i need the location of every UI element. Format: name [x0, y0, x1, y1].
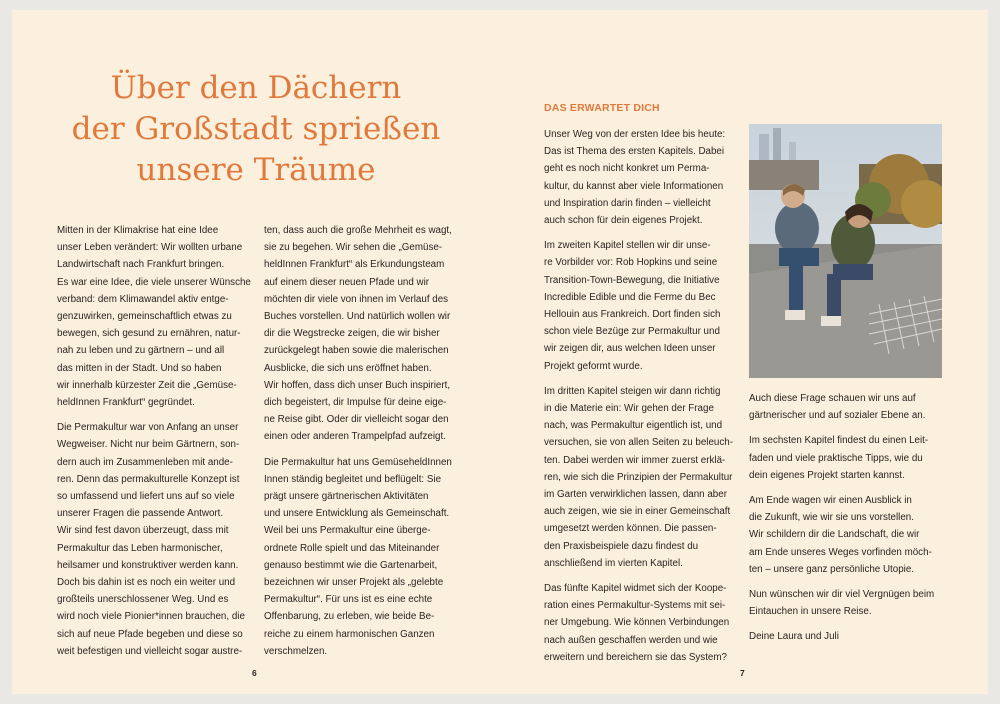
text-line: Incredible Edible und die Ferme du Bec [544, 291, 716, 303]
title-line: der Großstadt sprießen [71, 111, 441, 147]
text-line: ordnete Rolle spielt und das Miteinander [264, 542, 440, 554]
text-line: großteils unerschlossener Weg. Und es [57, 594, 229, 606]
text-line: Eintauchen in unsere Reise. [749, 606, 872, 618]
text-line: nah zu leben und zu gärtnern – und all [57, 345, 225, 357]
text-line: Hellouin aus Frankreich. Dort finden sich [544, 309, 721, 321]
right-column-1 [544, 126, 744, 674]
text-line: Am Ende wagen wir einen Ausblick in [749, 495, 912, 507]
title-line: unsere Träume [136, 152, 376, 188]
text-line: Wir hoffen, dass dich unser Buch inspiriert, [264, 379, 451, 391]
text-line: Transition-Town-Bewegung, die Initiative [544, 274, 720, 286]
paragraph [264, 222, 464, 446]
text-line: Innen ständig begleitet und beflügelt: Sie [264, 473, 442, 485]
text-line: im Garten verwirklichen lassen, dann aber [544, 489, 727, 501]
text-line: so umfassend und liefert uns auf so viele [57, 491, 235, 503]
text-line: Im dritten Kapitel steigen wir dann richtig [544, 385, 721, 397]
paragraph [749, 390, 949, 424]
text-line: reiche zu einem harmonischen Ganzen [264, 628, 435, 640]
text-line: ren, wie sich die Prinzipien der Permakultur [544, 471, 733, 483]
text-line: wir innerhalb kürzester Zeit die „Gemüse- [57, 379, 237, 391]
text-line: erweitern und bereichern sie das System? [544, 651, 727, 663]
paragraph [264, 454, 464, 660]
page-number: 7 [740, 668, 745, 678]
text-line: ren. Denn das permakulturelle Konzept ist [57, 473, 240, 485]
text-line: verschmelzen. [264, 645, 328, 657]
paragraph [544, 126, 744, 229]
text-line: Deine Laura und Juli [749, 631, 839, 643]
rooftop-photo [749, 124, 942, 378]
paragraph [57, 222, 257, 411]
text-line: Wegweiser. Nicht nur beim Gärtnern, son- [57, 439, 240, 451]
text-line: gärtnerischer und auf sozialer Ebene an. [749, 410, 926, 422]
text-line: Die Permakultur war von Anfang an unser [57, 422, 239, 434]
paragraph [57, 419, 257, 660]
text-line: das mitten in der Stadt. Und so haben [57, 362, 222, 374]
text-line: re Vorbilder vor: Rob Hopkins und seine [544, 257, 718, 269]
text-line: dein eigenes Projekt starten kannst. [749, 469, 905, 481]
text-line: dern auch im Zusammenleben mit ande- [57, 456, 233, 468]
text-line: Doch bis dahin ist es noch ein weiter und [57, 577, 236, 589]
text-line: Permakultur“. Für uns ist es eine echte [264, 594, 433, 606]
text-line: anschließend im vierten Kapitel. [544, 557, 683, 569]
text-line: in die Materie ein: Wir gehen der Frage [544, 403, 714, 415]
text-line: ten. Dabei werden wir immer zuerst erklä- [544, 454, 726, 466]
text-line: heldInnen Frankfurt“ als Erkundungsteam [264, 259, 445, 271]
text-line: und Inspiration darin finden – vielleicht [544, 197, 711, 209]
text-line: Im sechsten Kapitel findest du einen Leit- [749, 435, 929, 447]
text-line: prägt unsere gärtnerischen Aktivitäten [264, 491, 429, 503]
text-line: sie zu begehen. Wir sehen die „Gemüse- [264, 242, 443, 254]
text-line: möchten dir viele von ihnen im Verlauf des [264, 293, 449, 305]
text-line: ne Reise gibt. Oder dir vielleicht sogar den [264, 414, 449, 426]
chapter-title [12, 68, 500, 191]
text-line: Offenbarung, zu erleben, wie beide Be- [264, 611, 435, 623]
left-column-1 [57, 222, 257, 668]
text-line: geht es noch nicht konkret um Perma- [544, 163, 710, 175]
text-line: Die Permakultur hat uns GemüseheldInnen [264, 456, 452, 468]
text-line: am Ende unseres Weges vorfinden möch- [749, 546, 932, 558]
text-line: umgesetzt werden können. Die passen- [544, 523, 717, 535]
text-line: versuchen, sie von allen Seiten zu beleuch- [544, 437, 733, 449]
title-line: Über den Dächern [110, 70, 402, 106]
text-line: Das fünfte Kapitel widmet sich der Koope- [544, 583, 727, 595]
text-line: heldInnen Frankfurt“ gegründet. [57, 397, 195, 409]
paragraph [749, 628, 949, 645]
text-line: dir die Wegstrecke zeigen, die wir bisher [264, 328, 440, 340]
text-line: Permakultur das Leben harmonischer, [57, 542, 223, 554]
text-line: die Zukunft, wie wir sie uns vorstellen. [749, 512, 914, 524]
text-line: einen oder anderen Trampelpfad aufzeigt. [264, 431, 446, 443]
paragraph [544, 237, 744, 375]
text-line: auch zeigen, wie sie in einer Gemeinschaft [544, 506, 731, 518]
text-line: sich auf neue Pfade begeben und diese so [57, 628, 243, 640]
paragraph [749, 432, 949, 484]
text-line: ner Umgebung. Wie können Verbindungen [544, 617, 730, 629]
text-line: verband: dem Klimawandel aktiv entge- [57, 293, 229, 305]
text-line: Projekt geformt wurde. [544, 360, 643, 372]
text-line: genzuwirken, gemeinschaftlich etwas zu [57, 311, 232, 323]
text-line: kultur, du kannst aber viele Informationen [544, 180, 724, 192]
text-line: Wir sind fest davon überzeugt, dass mit [57, 525, 229, 537]
text-line: unser Leben verändert: Wir wollten urbane [57, 242, 243, 254]
text-line: Unser Weg von der ersten Idee bis heute: [544, 129, 726, 140]
left-column-2 [264, 222, 464, 668]
text-line: bewegen, sich gesund zu ernähren, natur- [57, 328, 241, 340]
text-line: genauso bestimmt wie die Gartenarbeit, [264, 559, 438, 571]
paragraph [749, 492, 949, 578]
text-line: ten, dass auch die große Mehrheit es wagt, [264, 225, 452, 236]
text-line: Auch diese Frage schauen wir uns auf [749, 393, 916, 404]
text-line: auf einem dieser neuen Pfade und wir [264, 276, 430, 288]
text-line: unserer Fragen die passende Antwort. [57, 508, 224, 520]
text-line: Mitten in der Klimakrise hat eine Idee [57, 225, 219, 236]
text-line: heilsamer und konstruktiver werden kann. [57, 559, 239, 571]
text-line: nach, was Permakultur eigentlich ist, und [544, 420, 723, 432]
paragraph [544, 580, 744, 666]
page-number: 6 [252, 668, 257, 678]
text-line: ten – unsere ganz persönliche Utopie. [749, 563, 915, 575]
text-line: nach außen geschaffen werden und wie [544, 634, 718, 646]
text-line: faden und viele praktische Tipps, wie du [749, 452, 923, 464]
right-column-2 [749, 390, 949, 654]
text-line: weit befestigen und vielleicht sogar austre- [57, 645, 243, 657]
paragraph [749, 586, 949, 620]
text-line: Weil bei uns Permakultur eine überge- [264, 525, 431, 537]
text-line: wird noch viele Pionier*innen brauchen, die [57, 611, 245, 623]
text-line: Landwirtschaft nach Frankfurt bringen. [57, 259, 225, 271]
text-line: auch schon für dein eigenes Projekt. [544, 215, 703, 227]
section-heading: DAS ERWARTET DICH [544, 102, 660, 114]
text-line: bezeichnen wir unser Projekt als „gelebte [264, 577, 444, 589]
text-line: ration eines Permakultur-Systems mit sei- [544, 600, 726, 612]
text-line: Nun wünschen wir dir viel Vergnügen beim [749, 589, 935, 601]
left-page [12, 10, 500, 694]
text-line: Im zweiten Kapitel stellen wir dir unse- [544, 240, 711, 252]
text-line: Ausblicke, die sich uns eröffnet haben. [264, 362, 432, 374]
paragraph [544, 383, 744, 572]
text-line: Wir schildern dir die Landschaft, die wir [749, 529, 920, 541]
right-page [500, 10, 988, 694]
text-line: und unsere Entwicklung als Gemeinschaft. [264, 508, 450, 520]
text-line: Das ist Thema des ersten Kapitels. Dabei [544, 146, 725, 158]
text-line: Es war eine Idee, die viele unserer Wünsche [57, 276, 251, 288]
text-line: schon viele Bezüge zur Permakultur und [544, 326, 720, 338]
text-line: dich begeistert, dir Impulse für deine eige- [264, 397, 447, 409]
text-line: Buches vorstellen. Und natürlich wollen wir [264, 311, 451, 323]
text-line: den Praxisbeispiele dazu findest du [544, 540, 699, 552]
text-line: wir zeigen dir, aus welchen Ideen unser [544, 343, 716, 355]
text-line: zurückgelegt haben sowie die malerischen [264, 345, 449, 357]
